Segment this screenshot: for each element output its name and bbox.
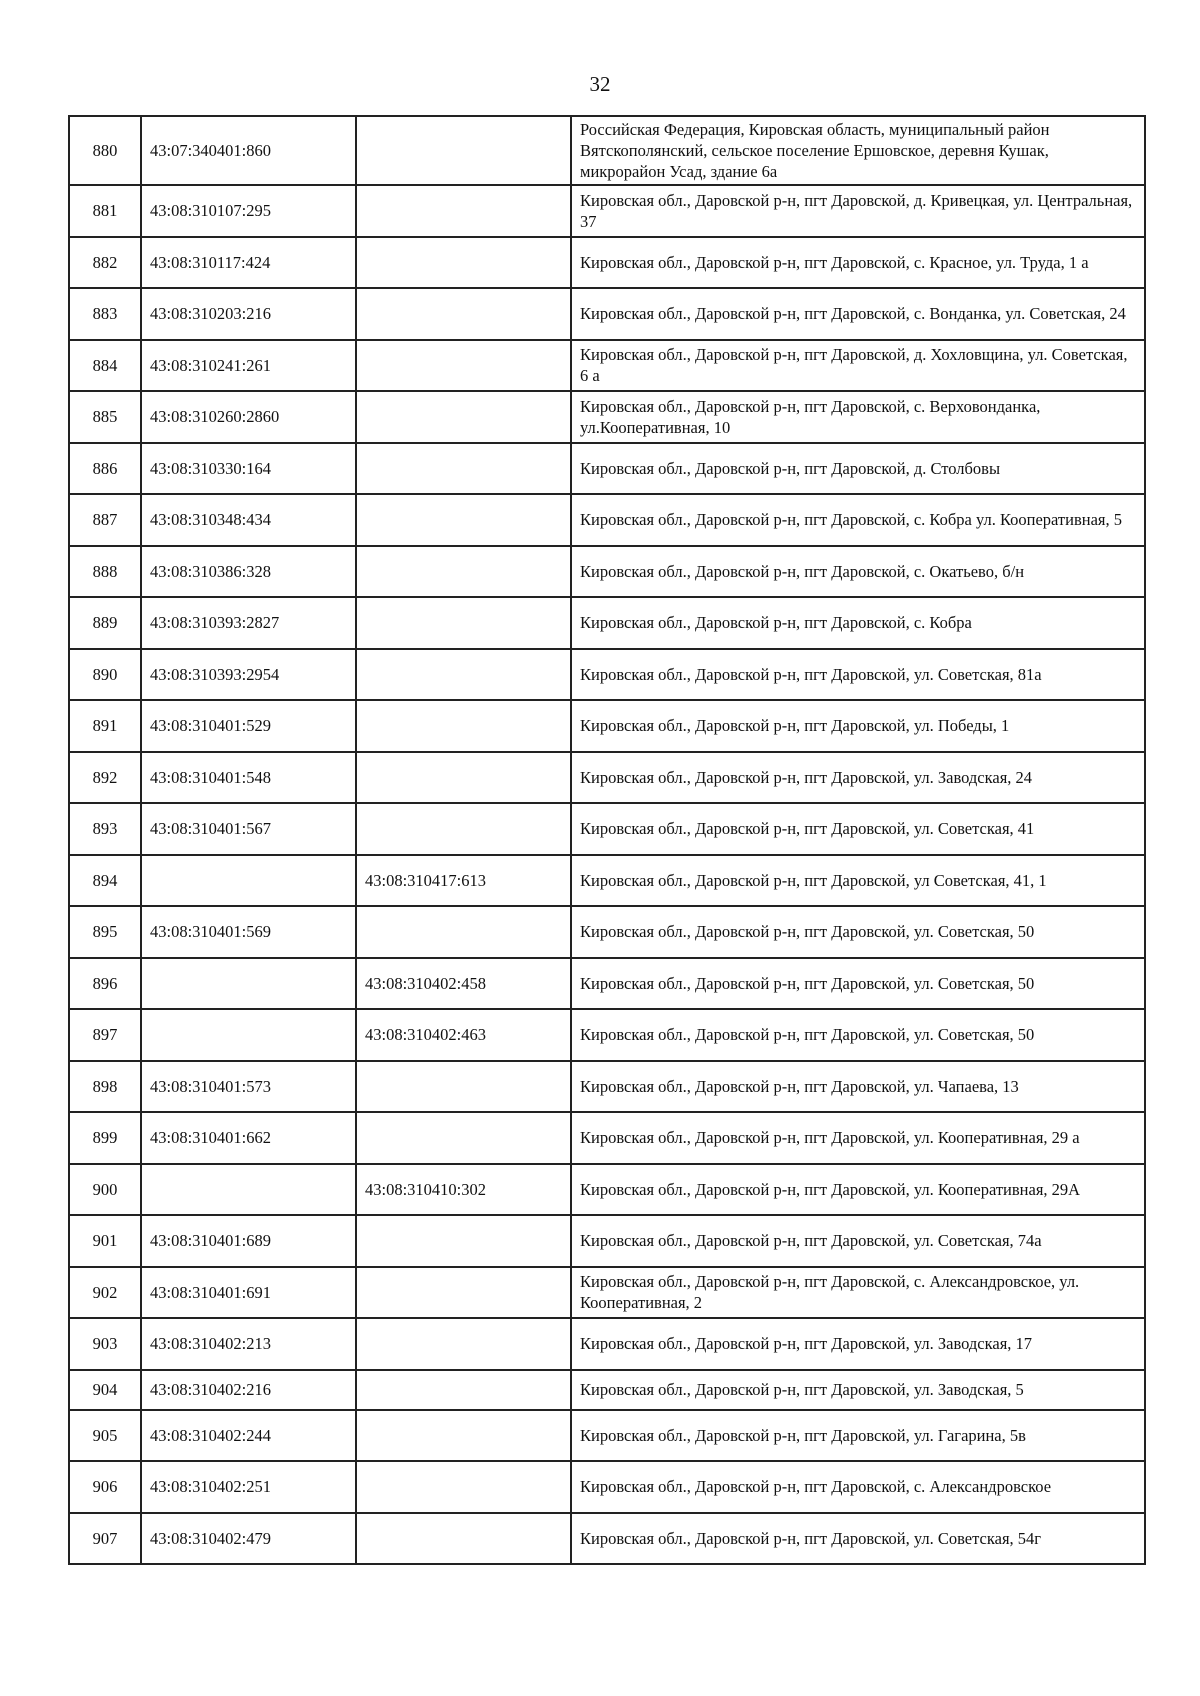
address: Кировская обл., Даровской р-н, пгт Даровской, д. Хохловщина, ул. Советская, 6 а <box>571 340 1145 392</box>
table-row <box>69 803 1145 855</box>
cadastral-number: 43:07:340401:860 <box>141 116 356 185</box>
registry-table <box>68 115 1146 1565</box>
table-row <box>69 116 1145 185</box>
table-row <box>69 958 1145 1010</box>
related-cadastral-number <box>356 1267 571 1319</box>
cadastral-number: 43:08:310402:479 <box>141 1513 356 1565</box>
related-cadastral-number: 43:08:310402:463 <box>356 1009 571 1061</box>
page-number: 32 <box>589 72 611 96</box>
related-cadastral-number <box>356 1318 571 1370</box>
address: Кировская обл., Даровской р-н, пгт Даровской, ул. Заводская, 5 <box>571 1370 1145 1410</box>
cadastral-number: 43:08:310393:2954 <box>141 649 356 701</box>
cadastral-number: 43:08:310386:328 <box>141 546 356 598</box>
row-number: 886 <box>69 443 141 495</box>
row-number: 903 <box>69 1318 141 1370</box>
cadastral-number: 43:08:310401:548 <box>141 752 356 804</box>
cadastral-number <box>141 1164 356 1216</box>
related-cadastral-number <box>356 1370 571 1410</box>
cadastral-number: 43:08:310401:689 <box>141 1215 356 1267</box>
related-cadastral-number <box>356 340 571 392</box>
address: Кировская обл., Даровской р-н, пгт Даровской, ул. Чапаева, 13 <box>571 1061 1145 1113</box>
address: Кировская обл., Даровской р-н, пгт Даровской, ул. Победы, 1 <box>571 700 1145 752</box>
table-row <box>69 649 1145 701</box>
cadastral-number: 43:08:310393:2827 <box>141 597 356 649</box>
row-number: 885 <box>69 391 141 443</box>
cadastral-number: 43:08:310402:216 <box>141 1370 356 1410</box>
related-cadastral-number: 43:08:310410:302 <box>356 1164 571 1216</box>
table-row <box>69 391 1145 443</box>
cadastral-number: 43:08:310401:567 <box>141 803 356 855</box>
related-cadastral-number <box>356 649 571 701</box>
related-cadastral-number <box>356 185 571 237</box>
address: Кировская обл., Даровской р-н, пгт Даровской, с. Красное, ул. Труда, 1 а <box>571 237 1145 289</box>
related-cadastral-number: 43:08:310402:458 <box>356 958 571 1010</box>
address: Кировская обл., Даровской р-н, пгт Даровской, ул Советская, 41, 1 <box>571 855 1145 907</box>
related-cadastral-number <box>356 700 571 752</box>
table-row <box>69 340 1145 392</box>
table-row <box>69 597 1145 649</box>
address: Кировская обл., Даровской р-н, пгт Даровской, ул. Советская, 50 <box>571 906 1145 958</box>
cadastral-number: 43:08:310241:261 <box>141 340 356 392</box>
address: Кировская обл., Даровской р-н, пгт Даровской, ул. Советская, 50 <box>571 1009 1145 1061</box>
cadastral-number: 43:08:310330:164 <box>141 443 356 495</box>
row-number: 892 <box>69 752 141 804</box>
related-cadastral-number <box>356 803 571 855</box>
row-number: 881 <box>69 185 141 237</box>
table-row <box>69 1513 1145 1565</box>
related-cadastral-number <box>356 597 571 649</box>
row-number: 893 <box>69 803 141 855</box>
address: Кировская обл., Даровской р-н, пгт Даровской, ул. Советская, 50 <box>571 958 1145 1010</box>
registry-body <box>69 116 1145 1564</box>
address: Кировская обл., Даровской р-н, пгт Даровской, ул. Заводская, 24 <box>571 752 1145 804</box>
address: Кировская обл., Даровской р-н, пгт Даровской, ул. Гагарина, 5в <box>571 1410 1145 1462</box>
row-number: 896 <box>69 958 141 1010</box>
address: Кировская обл., Даровской р-н, пгт Даровской, д. Кривецкая, ул. Центральная, 37 <box>571 185 1145 237</box>
row-number: 889 <box>69 597 141 649</box>
row-number: 900 <box>69 1164 141 1216</box>
cadastral-number: 43:08:310117:424 <box>141 237 356 289</box>
address: Кировская обл., Даровской р-н, пгт Даровской, ул. Кооперативная, 29А <box>571 1164 1145 1216</box>
related-cadastral-number <box>356 752 571 804</box>
row-number: 905 <box>69 1410 141 1462</box>
related-cadastral-number <box>356 1215 571 1267</box>
row-number: 887 <box>69 494 141 546</box>
cadastral-number: 43:08:310401:662 <box>141 1112 356 1164</box>
cadastral-number: 43:08:310402:213 <box>141 1318 356 1370</box>
table-row <box>69 906 1145 958</box>
table-row <box>69 494 1145 546</box>
table-row <box>69 546 1145 598</box>
address: Кировская обл., Даровской р-н, пгт Даровской, с. Верховонданка, ул.Кооперативная, 10 <box>571 391 1145 443</box>
related-cadastral-number: 43:08:310417:613 <box>356 855 571 907</box>
related-cadastral-number <box>356 546 571 598</box>
table-row <box>69 1370 1145 1410</box>
cadastral-number: 43:08:310203:216 <box>141 288 356 340</box>
row-number: 894 <box>69 855 141 907</box>
related-cadastral-number <box>356 1410 571 1462</box>
cadastral-number: 43:08:310402:251 <box>141 1461 356 1513</box>
row-number: 884 <box>69 340 141 392</box>
address: Кировская обл., Даровской р-н, пгт Даровской, ул. Кооперативная, 29 а <box>571 1112 1145 1164</box>
related-cadastral-number <box>356 1061 571 1113</box>
table-row <box>69 1164 1145 1216</box>
cadastral-number: 43:08:310107:295 <box>141 185 356 237</box>
row-number: 882 <box>69 237 141 289</box>
cadastral-number: 43:08:310348:434 <box>141 494 356 546</box>
related-cadastral-number <box>356 1513 571 1565</box>
related-cadastral-number <box>356 288 571 340</box>
cadastral-number: 43:08:310401:529 <box>141 700 356 752</box>
address: Кировская обл., Даровской р-н, пгт Даровской, с. Александровское <box>571 1461 1145 1513</box>
row-number: 902 <box>69 1267 141 1319</box>
related-cadastral-number <box>356 237 571 289</box>
related-cadastral-number <box>356 443 571 495</box>
address: Кировская обл., Даровской р-н, пгт Даровской, с. Кобра <box>571 597 1145 649</box>
table-row <box>69 1461 1145 1513</box>
table-row <box>69 1267 1145 1319</box>
related-cadastral-number <box>356 906 571 958</box>
cadastral-number: 43:08:310260:2860 <box>141 391 356 443</box>
row-number: 898 <box>69 1061 141 1113</box>
address: Кировская обл., Даровской р-н, пгт Даровской, ул. Советская, 81а <box>571 649 1145 701</box>
address: Кировская обл., Даровской р-н, пгт Даровской, с. Вонданка, ул. Советская, 24 <box>571 288 1145 340</box>
table-row <box>69 1215 1145 1267</box>
table-row <box>69 443 1145 495</box>
cadastral-number <box>141 1009 356 1061</box>
address: Кировская обл., Даровской р-н, пгт Даровской, с. Александровское, ул. Кооперативная, 2 <box>571 1267 1145 1319</box>
table-row <box>69 237 1145 289</box>
address: Кировская обл., Даровской р-н, пгт Даровской, ул. Советская, 41 <box>571 803 1145 855</box>
row-number: 897 <box>69 1009 141 1061</box>
table-row <box>69 855 1145 907</box>
related-cadastral-number <box>356 1112 571 1164</box>
row-number: 901 <box>69 1215 141 1267</box>
cadastral-number <box>141 855 356 907</box>
table-row <box>69 288 1145 340</box>
address: Кировская обл., Даровской р-н, пгт Даровской, д. Столбовы <box>571 443 1145 495</box>
row-number: 907 <box>69 1513 141 1565</box>
cadastral-number: 43:08:310401:691 <box>141 1267 356 1319</box>
cadastral-number: 43:08:310402:244 <box>141 1410 356 1462</box>
address: Кировская обл., Даровской р-н, пгт Даровской, ул. Советская, 54г <box>571 1513 1145 1565</box>
table-row <box>69 1318 1145 1370</box>
row-number: 888 <box>69 546 141 598</box>
address: Кировская обл., Даровской р-н, пгт Даровской, с. Окатьево, б/н <box>571 546 1145 598</box>
row-number: 899 <box>69 1112 141 1164</box>
row-number: 880 <box>69 116 141 185</box>
table-row <box>69 1061 1145 1113</box>
row-number: 906 <box>69 1461 141 1513</box>
table-row <box>69 1410 1145 1462</box>
address: Кировская обл., Даровской р-н, пгт Даровской, с. Кобра ул. Кооперативная, 5 <box>571 494 1145 546</box>
address: Кировская обл., Даровской р-н, пгт Даровской, ул. Советская, 74а <box>571 1215 1145 1267</box>
table-row <box>69 752 1145 804</box>
address: Российская Федерация, Кировская область, муниципальный район Вятскополянский, сельское поселение Ершовское, деревня Кушак, микрорайон Усад, здание 6а <box>571 116 1145 185</box>
cadastral-number: 43:08:310401:569 <box>141 906 356 958</box>
table-row <box>69 700 1145 752</box>
related-cadastral-number <box>356 1461 571 1513</box>
related-cadastral-number <box>356 116 571 185</box>
row-number: 895 <box>69 906 141 958</box>
related-cadastral-number <box>356 391 571 443</box>
row-number: 891 <box>69 700 141 752</box>
table-row <box>69 1112 1145 1164</box>
related-cadastral-number <box>356 494 571 546</box>
cadastral-number <box>141 958 356 1010</box>
row-number: 890 <box>69 649 141 701</box>
table-row <box>69 185 1145 237</box>
row-number: 883 <box>69 288 141 340</box>
table-row <box>69 1009 1145 1061</box>
row-number: 904 <box>69 1370 141 1410</box>
address: Кировская обл., Даровской р-н, пгт Даровской, ул. Заводская, 17 <box>571 1318 1145 1370</box>
cadastral-number: 43:08:310401:573 <box>141 1061 356 1113</box>
